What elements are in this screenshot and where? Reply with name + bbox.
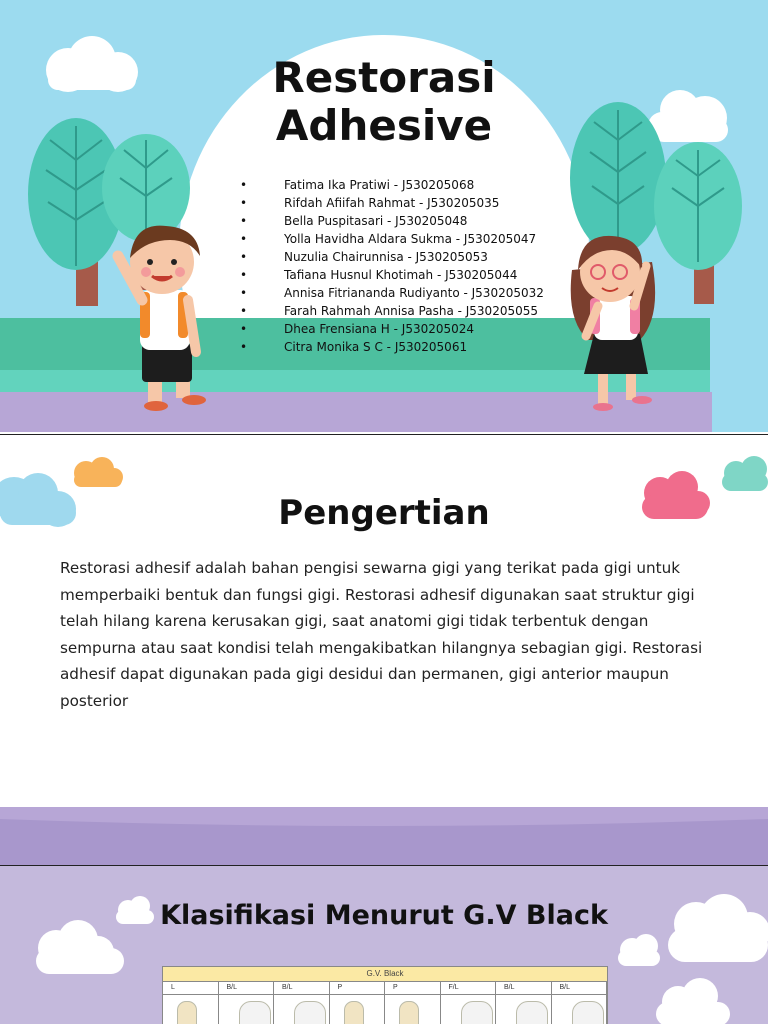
tooth-illustration <box>177 1001 197 1024</box>
classification-title: Klasifikasi Menurut G.V Black <box>160 900 608 931</box>
definition-paragraph: Restorasi adhesif adalah bahan pengisi sewarna gigi yang terikat pada gigi untuk memperbaiki bentuk dan fungsi gigi. Restorasi adhesif digunakan saat struktur gigi telah hilang karena kerusakan gigi, saat anatomi gigi tidak terbentuk dengan sempurna atau saat kondisi telah mengakibatkan hilangnya sebagian gigi. Restorasi adhesif dapat digunakan pada gigi desidui dan permanen, gigi anterior maupun posterior <box>60 559 703 710</box>
member-item: • Rifdah Afiifah Rahmat - J530205035 <box>240 194 544 212</box>
member-item: • Annisa Fitriananda Rudiyanto - J530205032 <box>240 284 544 302</box>
member-list <box>240 176 544 356</box>
member-item: • Yolla Havidha Aldara Sukma - J530205047 <box>240 230 544 248</box>
table-header: G.V. Black <box>163 967 607 982</box>
tooth-illustration <box>294 1001 326 1024</box>
gv-black-table-image <box>162 966 608 1024</box>
slide-title <box>0 0 768 432</box>
tooth-illustration <box>239 1001 271 1024</box>
table-column-label: L <box>163 982 219 994</box>
tooth-illustration <box>344 1001 364 1024</box>
tooth-illustration <box>572 1001 604 1024</box>
cloud-orange <box>74 457 123 487</box>
table-column-label: B/L <box>552 982 608 994</box>
member-item: • Fatima Ika Pratiwi - J530205068 <box>240 176 544 194</box>
slide-definition <box>0 434 768 866</box>
cloud-bottom-right <box>656 978 730 1024</box>
tooth-illustration-row <box>163 995 607 1024</box>
table-column-label: P <box>385 982 441 994</box>
table-column-label: B/L <box>274 982 330 994</box>
table-column-label: B/L <box>219 982 275 994</box>
cloud-teal <box>722 456 768 491</box>
member-item: • Farah Rahmah Annisa Pasha - J530205055 <box>240 302 544 320</box>
table-column-label: P <box>330 982 386 994</box>
member-item: • Dhea Frensiana H - J530205024 <box>240 320 544 338</box>
tooth-illustration <box>399 1001 419 1024</box>
member-item: • Bella Puspitasari - J530205048 <box>240 212 544 230</box>
presentation-title: Restorasi Adhesive <box>272 53 496 150</box>
table-column-row <box>163 982 607 995</box>
member-item: • Nuzulia Chairunnisa - J530205053 <box>240 248 544 266</box>
tooth-illustration <box>516 1001 548 1024</box>
table-column-label: F/L <box>441 982 497 994</box>
definition-title: Pengertian <box>278 493 490 533</box>
member-item: • Citra Monika S C - J530205061 <box>240 338 544 356</box>
slide-classification <box>0 866 768 1024</box>
tooth-illustration <box>461 1001 493 1024</box>
cloud-right-small <box>618 934 660 966</box>
table-column-label: B/L <box>496 982 552 994</box>
member-item: • Tafiana Husnul Khotimah - J530205044 <box>240 266 544 284</box>
